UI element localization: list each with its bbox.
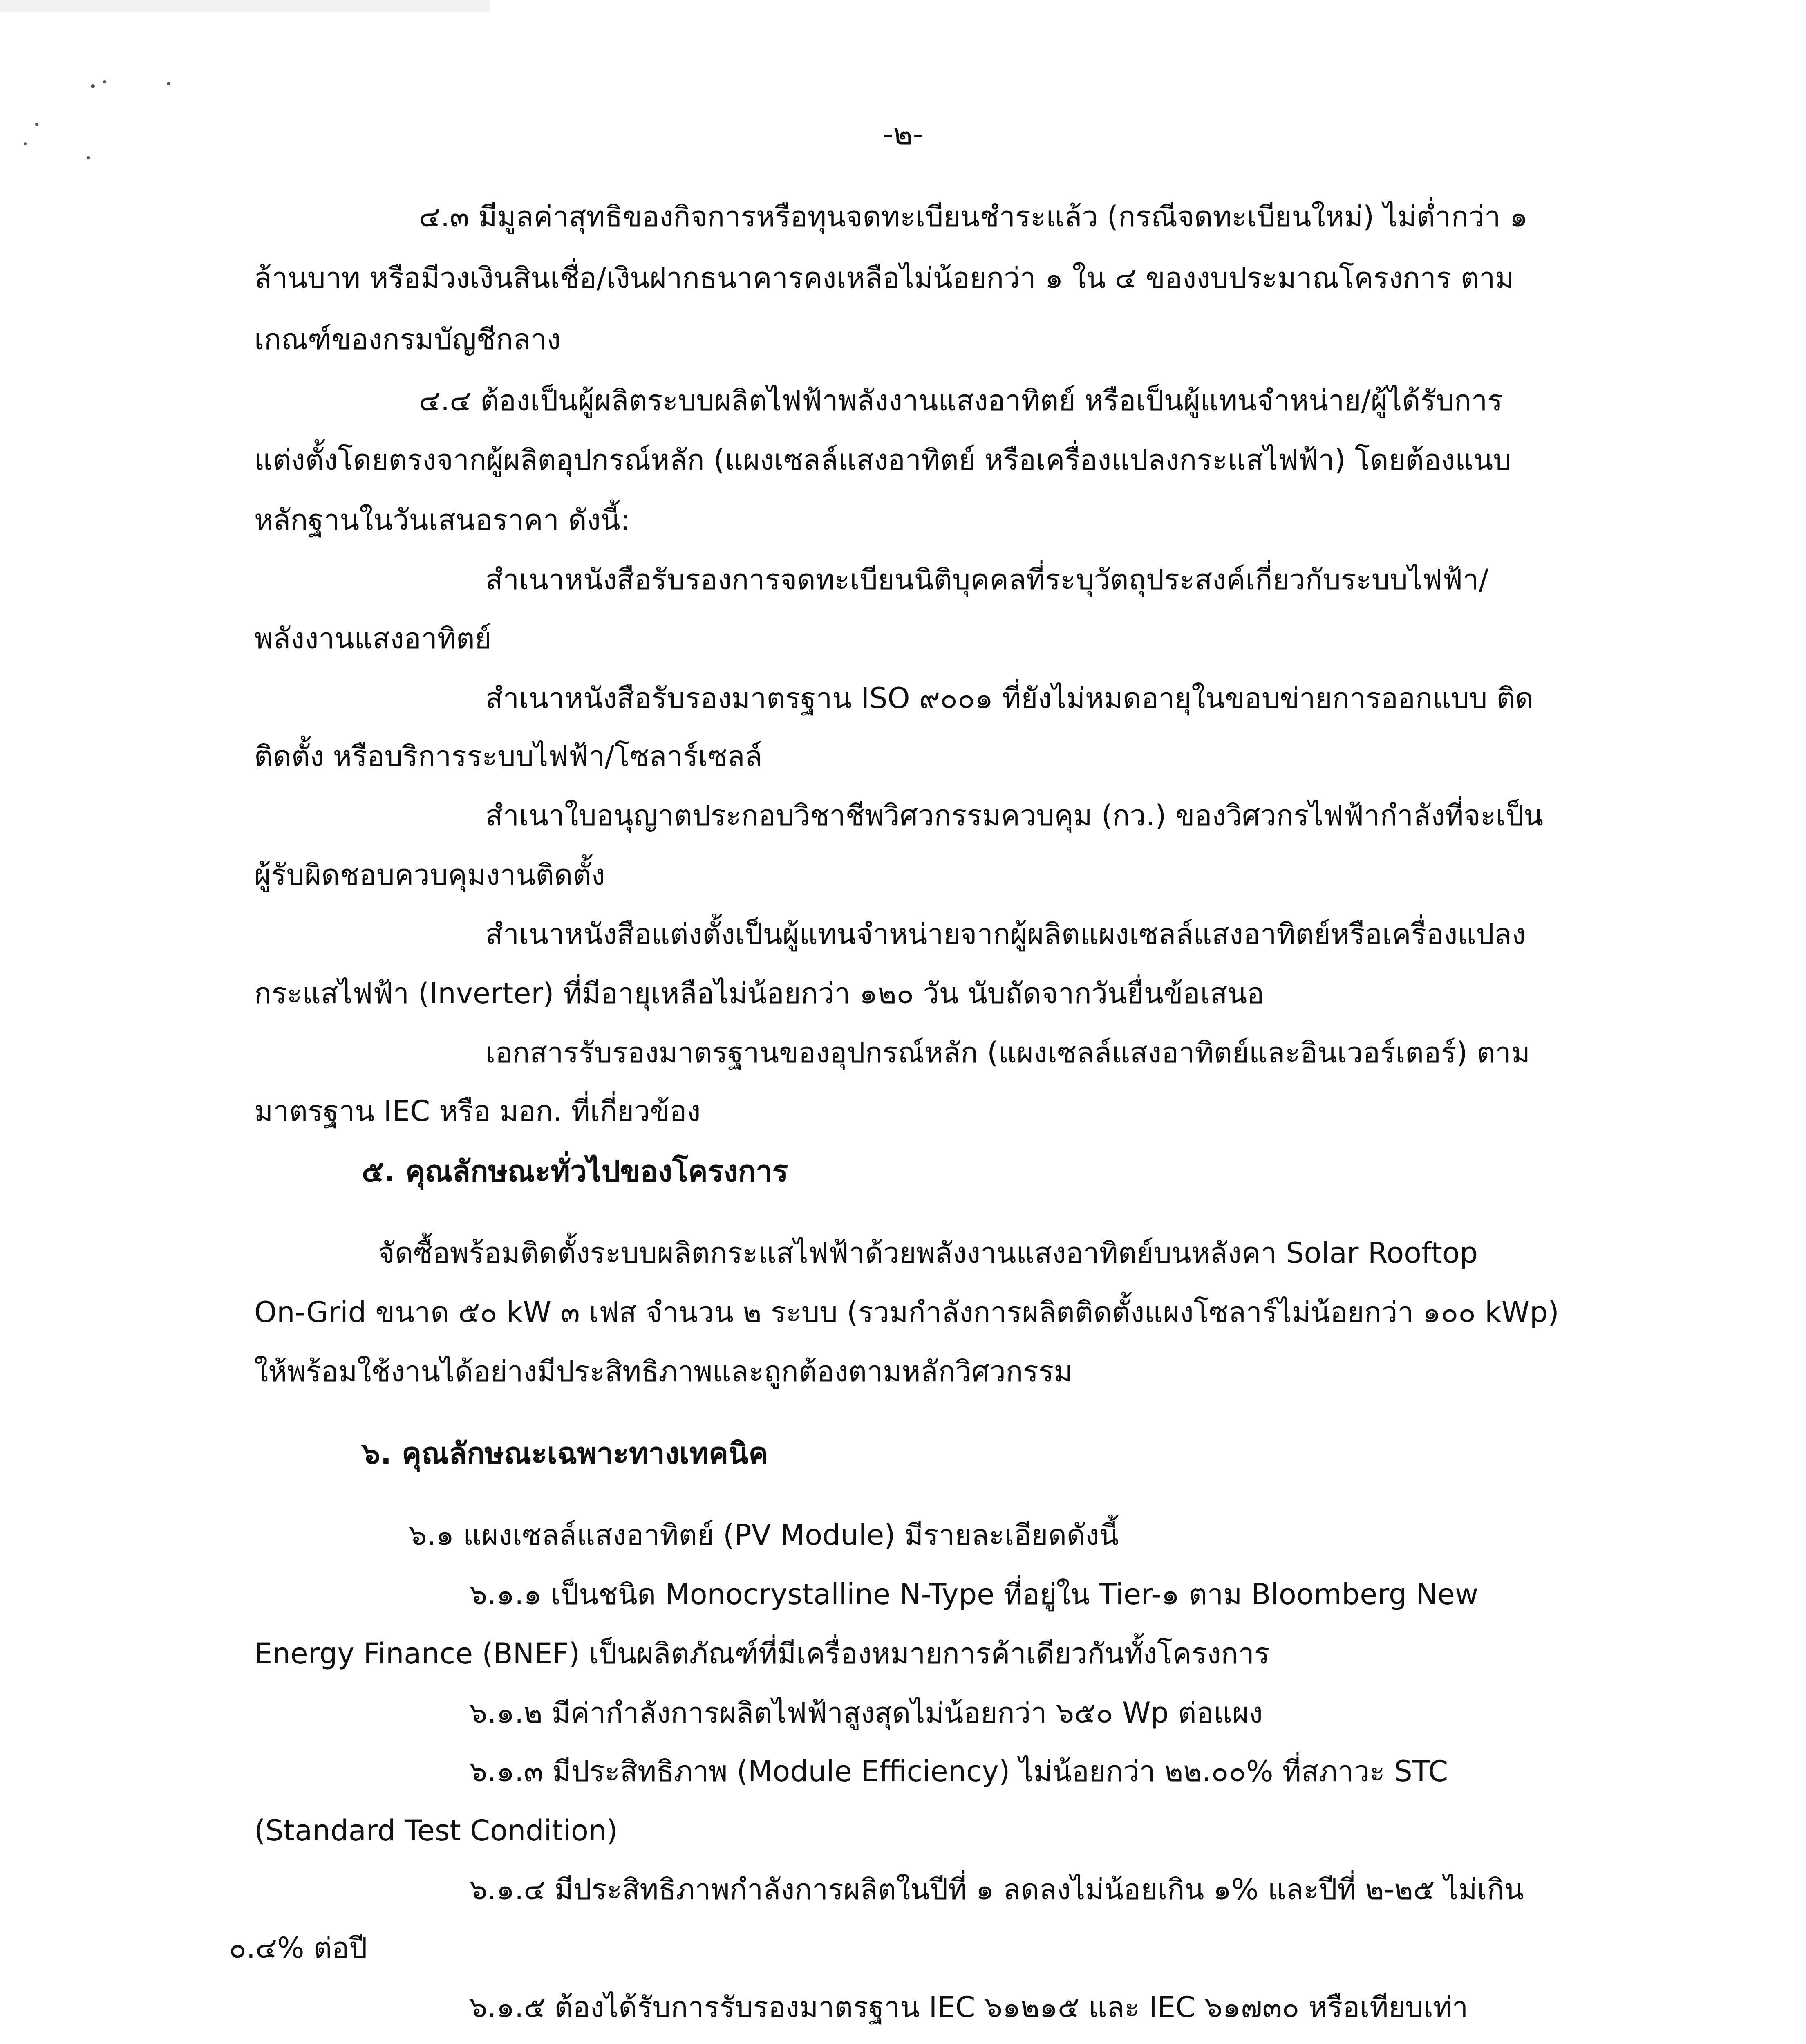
evidence-4-line-2: กระแสไฟฟ้า (Inverter) ที่มีอายุเหลือไม่น้อยกว่า ๑๒๐ วัน นับถัดจากวันยื่นข้อเสนอ xyxy=(254,977,1264,1010)
evidence-2-line-1: สำเนาหนังสือรับรองมาตรฐาน ISO ๙๐๐๑ ที่ยังไม่หมดอายุในขอบข่ายการออกแบบ ติด xyxy=(486,681,1534,715)
clause-4-4-line-2: แต่งตั้งโดยตรงจากผู้ผลิตอุปกรณ์หลัก (แผงเซลล์แสงอาทิตย์ หรือเครื่องแปลงกระแสไฟฟ้า) โดยต้องแนบ xyxy=(254,443,1511,477)
item-6-1-4-line-1: ๖.๑.๔ มีประสิทธิภาพกำลังการผลิตในปีที่ ๑ ลดลงไม่น้อยเกิน ๑% และปีที่ ๒-๒๕ ไม่เกิน xyxy=(469,1873,1524,1906)
evidence-1-line-1: สำเนาหนังสือรับรองการจดทะเบียนนิติบุคคลที่ระบุวัตถุประสงค์เกี่ยวกับระบบไฟฟ้า/ xyxy=(486,563,1488,596)
section-5-line-2: On-Grid ขนาด ๕๐ kW ๓ เฟส จำนวน ๒ ระบบ (รวมกำลังการผลิตติดตั้งแผงโซลาร์ไม่น้อยกว่า ๑๐๐ kWp) xyxy=(254,1295,1559,1329)
scan-speck xyxy=(103,80,106,83)
scan-artifact xyxy=(0,0,490,12)
evidence-2-line-2: ติดตั้ง หรือบริการระบบไฟฟ้า/โซลาร์เซลล์ xyxy=(254,740,763,773)
clause-4-4-line-3: หลักฐานในวันเสนอราคา ดังนี้: xyxy=(254,503,630,537)
evidence-4-line-1: สำเนาหนังสือแต่งตั้งเป็นผู้แทนจำหน่ายจากผู้ผลิตแผงเซลล์แสงอาทิตย์หรือเครื่องแปลง xyxy=(486,917,1526,951)
item-6-1-4-line-2: ๐.๔% ต่อปี xyxy=(229,1931,367,1965)
item-6-1-5: ๖.๑.๕ ต้องได้รับการรับรองมาตรฐาน IEC ๖๑๒๑๕ และ IEC ๖๑๗๓๐ หรือเทียบเท่า xyxy=(469,1990,1468,2024)
section-5-heading: ๕. คุณลักษณะทั่วไปของโครงการ xyxy=(362,1154,788,1188)
item-6-1-heading: ๖.๑ แผงเซลล์แสงอาทิตย์ (PV Module) มีรายละเอียดดังนี้ xyxy=(409,1518,1119,1552)
evidence-3-line-2: ผู้รับผิดชอบควบคุมงานติดตั้ง xyxy=(254,858,605,892)
item-6-1-2: ๖.๑.๒ มีค่ากำลังการผลิตไฟฟ้าสูงสุดไม่น้อยกว่า ๖๕๐ Wp ต่อแผง xyxy=(469,1696,1263,1730)
evidence-3-line-1: สำเนาใบอนุญาตประกอบวิชาชีพวิศวกรรมควบคุม (กว.) ของวิศวกรไฟฟ้ากำลังที่จะเป็น xyxy=(486,799,1544,832)
evidence-5-line-1: เอกสารรับรองมาตรฐานของอุปกรณ์หลัก (แผงเซลล์แสงอาทิตย์และอินเวอร์เตอร์) ตาม xyxy=(486,1036,1530,1069)
clause-4-3-line-2: ล้านบาท หรือมีวงเงินสินเชื่อ/เงินฝากธนาคารคงเหลือไม่น้อยกว่า ๑ ใน ๔ ของงบประมาณโครงการ ตาม xyxy=(254,261,1514,295)
section-5-line-3: ให้พร้อมใช้งานได้อย่างมีประสิทธิภาพและถูกต้องตามหลักวิศวกรรม xyxy=(254,1355,1073,1388)
section-5-line-1: จัดซื้อพร้อมติดตั้งระบบผลิตกระแสไฟฟ้าด้วยพลังงานแสงอาทิตย์บนหลังคา Solar Rooftop xyxy=(378,1236,1478,1270)
clause-4-4-line-1: ๔.๔ ต้องเป็นผู้ผลิตระบบผลิตไฟฟ้าพลังงานแสงอาทิตย์ หรือเป็นผู้แทนจำหน่าย/ผู้ได้รับการ xyxy=(419,384,1503,417)
item-6-1-3-line-1: ๖.๑.๓ มีประสิทธิภาพ (Module Efficiency) ไม่น้อยกว่า ๒๒.๐๐% ที่สภาวะ STC xyxy=(469,1755,1448,1788)
page-number: -๒- xyxy=(882,117,924,151)
clause-4-3-line-3: เกณฑ์ของกรมบัญชีกลาง xyxy=(254,323,561,356)
item-6-1-1-line-2: Energy Finance (BNEF) เป็นผลิตภัณฑ์ที่มีเครื่องหมายการค้าเดียวกันทั้งโครงการ xyxy=(254,1637,1270,1670)
evidence-5-line-2: มาตรฐาน IEC หรือ มอก. ที่เกี่ยวข้อง xyxy=(254,1094,701,1128)
item-6-1-3-line-2: (Standard Test Condition) xyxy=(254,1814,618,1847)
section-6-heading: ๖. คุณลักษณะเฉพาะทางเทคนิค xyxy=(362,1436,768,1470)
scan-speck xyxy=(167,82,170,85)
evidence-1-line-2: พลังงานแสงอาทิตย์ xyxy=(254,622,492,655)
clause-4-3-line-1: ๔.๓ มีมูลค่าสุทธิของกิจการหรือทุนจดทะเบียนชำระแล้ว (กรณีจดทะเบียนใหม่) ไม่ต่ำกว่า ๑ xyxy=(419,200,1528,233)
item-6-1-1-line-1: ๖.๑.๑ เป็นชนิด Monocrystalline N-Type ที่อยู่ใน Tier-๑ ตาม Bloomberg New xyxy=(469,1578,1479,1611)
scan-speck xyxy=(91,84,95,88)
